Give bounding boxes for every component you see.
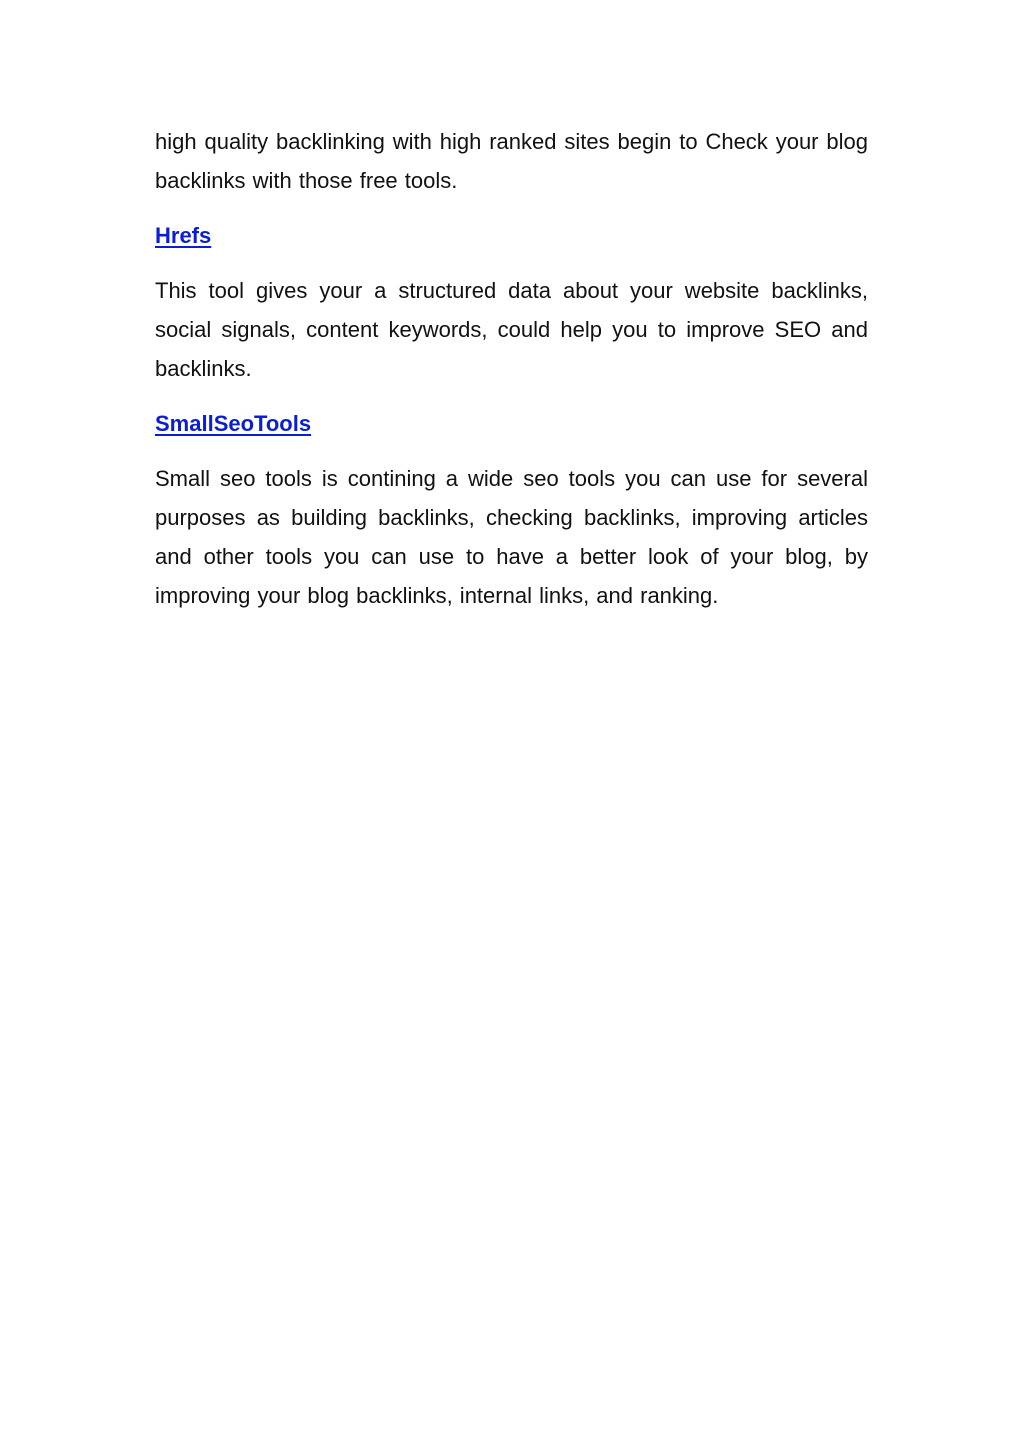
intro-paragraph: high quality backlinking with high ranked sites begin to Check your blog backlinks with those free tools. <box>155 129 868 193</box>
smallseotools-link[interactable]: SmallSeoTools <box>155 411 312 436</box>
hrefs-description-paragraph: This tool gives your a structured data about your website backlinks, social signals, content keywords, could help you to improve SEO and backlinks. <box>155 278 868 381</box>
hrefs-link[interactable]: Hrefs <box>155 223 212 248</box>
document-body <box>155 122 868 631</box>
smallseotools-description-paragraph: Small seo tools is contining a wide seo tools you can use for several purposes as building backlinks, checking backlinks, improving articles and other tools you can use to have a better look of your blog, by improving your blog backlinks, internal links, and ranking. <box>155 466 868 608</box>
